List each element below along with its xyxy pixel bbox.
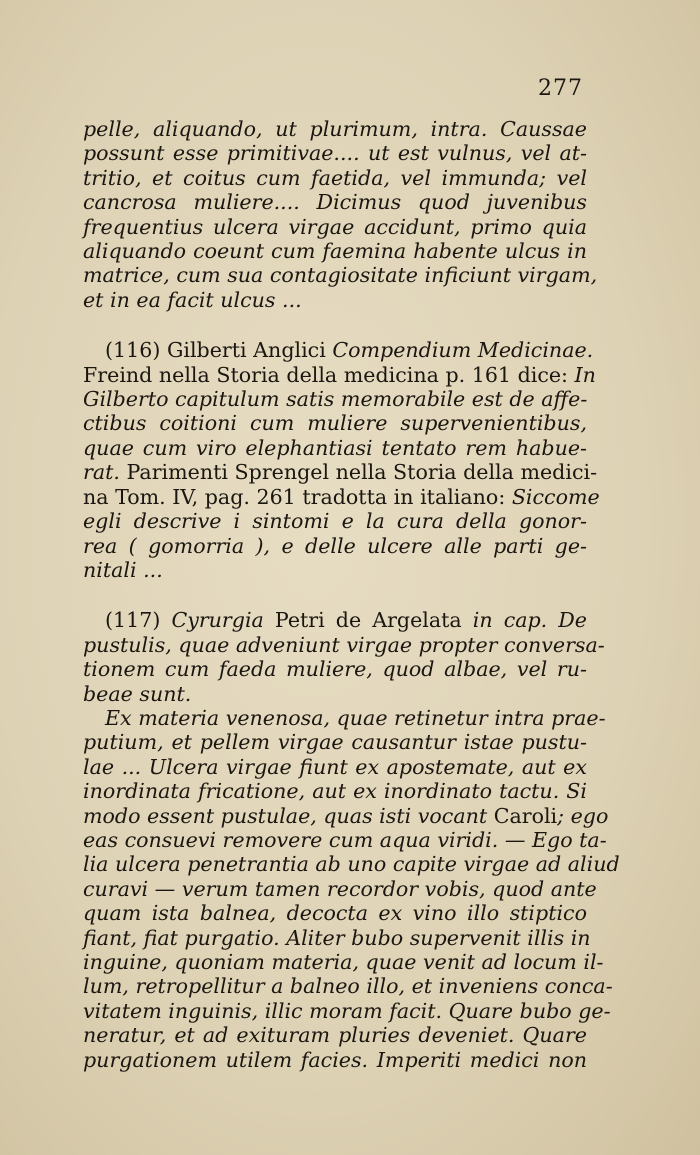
text-line: matrice, cum sua contagiositate inficiunt virgam, bbox=[83, 263, 598, 288]
italic-span: inguine, quoniam materia, quae venit ad locum il- bbox=[83, 950, 604, 974]
italic-span: in cap. De bbox=[472, 608, 587, 633]
italic-span: In bbox=[574, 362, 596, 387]
text-line bbox=[83, 509, 587, 533]
italic-span: modo essent pustulae, quas isti vocant bbox=[83, 803, 494, 828]
text-line bbox=[83, 1048, 587, 1072]
text-line: possunt esse primitivae.... ut est vulnus, vel at- bbox=[83, 141, 587, 166]
text-line bbox=[83, 925, 591, 950]
text-line bbox=[83, 876, 597, 901]
text-line: frequentius ulcera virgae accidunt, primo quia bbox=[83, 214, 587, 239]
italic-span: neratur, et ad exituram pluries deveniet. Quare bbox=[83, 1023, 587, 1048]
italic-span: Compendium Medicinae. bbox=[332, 338, 594, 363]
text-line bbox=[83, 682, 587, 706]
roman-span: (117) bbox=[105, 608, 172, 633]
text-line: aliquando coeunt cum faemina habente ulcus in bbox=[83, 239, 587, 264]
italic-span: pustulis, quae adveniunt virgae propter conversa- bbox=[83, 632, 605, 657]
italic-span: purgationem utilem facies. Imperiti medici non bbox=[83, 1047, 587, 1072]
italic-span: eas consuevi removere cum aqua viridi. — Ego ta- bbox=[83, 827, 607, 852]
roman-span: Gilberti Anglici bbox=[166, 338, 333, 363]
italic-span: beae sunt. bbox=[83, 681, 192, 706]
text-line bbox=[83, 411, 587, 435]
italic-span: inordinata fricatione, aut ex inordinato tactu. Si bbox=[83, 779, 587, 804]
text-line bbox=[83, 362, 596, 387]
italic-span: Siccome bbox=[511, 484, 600, 509]
continued-passage bbox=[83, 117, 598, 312]
text-line bbox=[83, 534, 587, 558]
text-line bbox=[83, 998, 611, 1023]
italic-span: Ex materia venenosa, quae retinetur intra prae- bbox=[105, 705, 606, 730]
text-line bbox=[83, 1023, 587, 1047]
italic-span: fiant, fiat purgatio. Aliter bubo supervenit illis in bbox=[83, 925, 591, 950]
page-body bbox=[83, 117, 620, 1072]
roman-span: Parimenti Sprengel nella Storia della medici- bbox=[119, 460, 598, 485]
footnote-116 bbox=[83, 338, 600, 582]
text-line bbox=[83, 436, 587, 460]
text-line bbox=[83, 755, 587, 779]
text-line bbox=[83, 558, 587, 582]
italic-span: egli descrive i sintomi e la cura della gonor- bbox=[83, 509, 587, 534]
text-line bbox=[83, 901, 587, 925]
italic-span: lia ulcera penetrantia ab uno capite virgae ad aliud bbox=[83, 852, 620, 877]
text-line bbox=[83, 657, 587, 681]
italic-span: nitali ... bbox=[83, 557, 163, 582]
italic-span: curavi — verum tamen recordor vobis, quod ante bbox=[83, 876, 597, 901]
roman-span: Caroli bbox=[493, 803, 558, 828]
text-line bbox=[83, 338, 594, 363]
text-line bbox=[83, 387, 587, 411]
roman-span: Petri de Argelata bbox=[263, 608, 473, 633]
italic-span: lum, retropellitur a balneo illo, et inveniens conca- bbox=[83, 974, 613, 999]
italic-span: putium, et pellem virgae causantur istae pustu- bbox=[83, 730, 587, 755]
italic-span: vitatem inguinis, illic moram facit. Quare bubo ge- bbox=[83, 998, 611, 1023]
text-line: tritio, et coitus cum faetida, vel immunda; vel bbox=[83, 165, 587, 190]
italic-span: Gilberto capitulum satis memorabile est de affe- bbox=[83, 387, 588, 412]
footnote-117 bbox=[83, 608, 620, 1072]
text-line bbox=[83, 705, 606, 730]
roman-span: na Tom. IV, pag. 261 tradotta in italiano: bbox=[83, 484, 512, 509]
italic-span: tionem cum faeda muliere, quod albae, vel ru- bbox=[83, 657, 587, 682]
roman-span: (116) bbox=[105, 338, 167, 363]
italic-span: quam ista balnea, decocta ex vino illo stiptico bbox=[83, 901, 587, 926]
italic-span: ctibus coitioni cum muliere supervenientibus, bbox=[83, 411, 587, 436]
paragraph-gap bbox=[83, 582, 587, 608]
text-line bbox=[83, 827, 607, 852]
italic-span: quae cum viro elephantiasi tentato rem habue- bbox=[83, 435, 587, 460]
text-line bbox=[83, 950, 604, 974]
italic-span: rat. bbox=[83, 460, 120, 485]
text-line: et in ea facit ulcus ... bbox=[83, 287, 302, 312]
italic-span: lae ... Ulcera virgae fiunt ex apostemate, aut ex bbox=[83, 754, 587, 779]
page-number: 277 bbox=[538, 76, 583, 101]
text-line: cancrosa muliere.... Dicimus quod juvenibus bbox=[83, 190, 587, 215]
paragraph-gap bbox=[83, 312, 587, 338]
text-line bbox=[83, 779, 587, 803]
roman-span: Freind nella Storia della medicina p. 161 dice: bbox=[83, 362, 575, 387]
text-line bbox=[83, 803, 609, 828]
text-line bbox=[83, 852, 620, 877]
italic-span: rea ( gomorria ), e delle ulcere alle parti ge- bbox=[83, 533, 587, 558]
italic-span: Cyrurgia bbox=[171, 608, 264, 633]
text-line: pelle, aliquando, ut plurimum, intra. Caussae bbox=[83, 117, 587, 141]
text-line bbox=[83, 730, 587, 754]
italic-span: ; ego bbox=[557, 803, 609, 828]
text-line bbox=[83, 608, 587, 632]
text-line bbox=[83, 974, 613, 999]
text-line bbox=[83, 484, 600, 509]
text-line bbox=[83, 632, 605, 657]
text-line bbox=[83, 460, 598, 485]
